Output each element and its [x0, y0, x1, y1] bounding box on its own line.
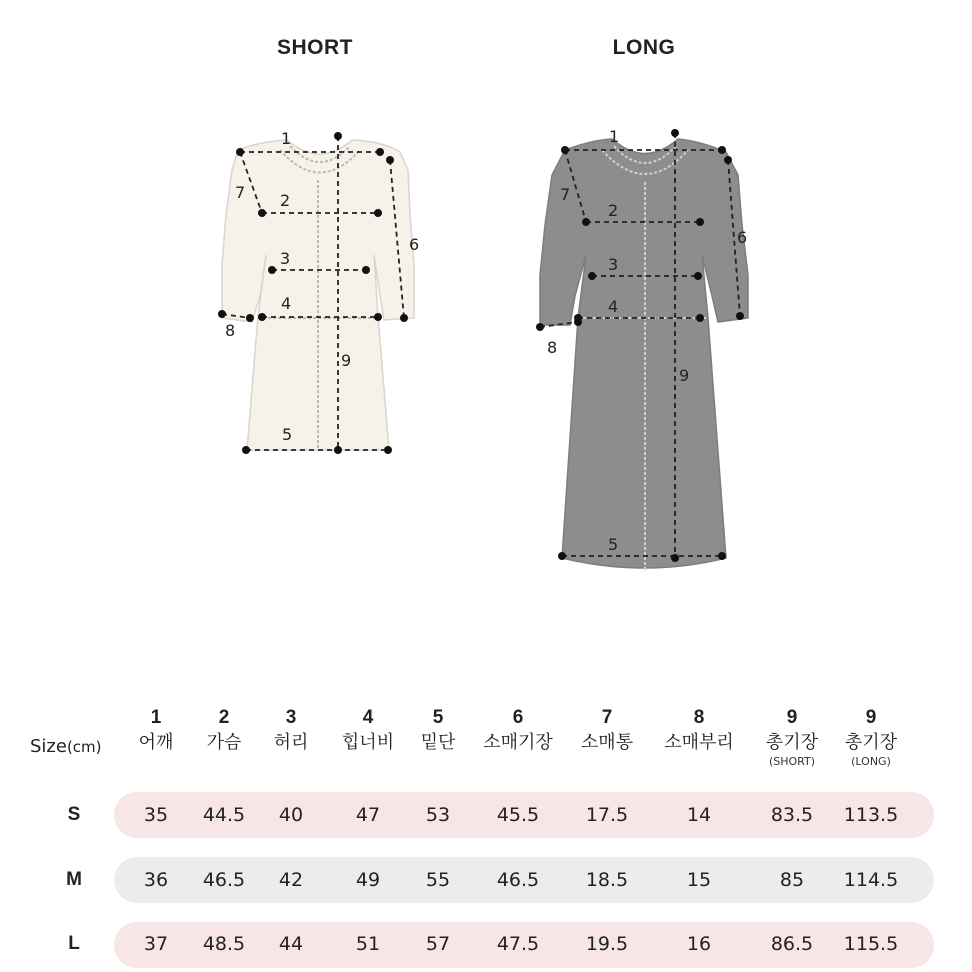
- column-header-7: [581, 706, 633, 756]
- table-cell: 36: [143, 869, 169, 891]
- size-header-label: [30, 736, 102, 757]
- short-label-7: 7: [235, 183, 246, 202]
- column-header-3: [274, 706, 309, 756]
- short-dress-illustration: [222, 140, 414, 450]
- table-cell: 44: [278, 933, 304, 955]
- column-name: 허리: [273, 732, 309, 753]
- long-label-2: 2: [608, 201, 619, 220]
- column-number: 5: [432, 707, 444, 728]
- long-dress-illustration: [540, 139, 748, 572]
- table-cell: 115.5: [843, 933, 899, 955]
- long-label-8: 8: [547, 338, 558, 357]
- table-cell: 55: [425, 869, 451, 891]
- table-cell: 19.5: [585, 933, 629, 955]
- table-cell: 14: [686, 804, 712, 826]
- column-number: 3: [285, 707, 297, 728]
- table-cell: 46.5: [202, 869, 246, 891]
- column-name: 어깨: [138, 732, 174, 753]
- table-cell: 51: [355, 933, 381, 955]
- column-header-9: [766, 706, 818, 768]
- column-subtitle: (SHORT): [768, 755, 816, 768]
- table-cell: 113.5: [843, 804, 899, 826]
- column-header-4: [342, 706, 394, 756]
- size-label-l: L: [68, 933, 80, 954]
- short-label-6: 6: [409, 235, 420, 254]
- table-cell: 57: [425, 933, 451, 955]
- column-name: 소매기장: [483, 732, 553, 753]
- table-cell: 83.5: [770, 804, 814, 826]
- table-cell: 46.5: [496, 869, 540, 891]
- long-title: LONG: [612, 36, 676, 59]
- column-header-10: [845, 706, 897, 768]
- long-label-7: 7: [560, 185, 571, 204]
- size-label-text: Size: [30, 736, 67, 757]
- column-name: 소매통: [580, 732, 634, 753]
- table-cell: 48.5: [202, 933, 246, 955]
- column-name: 소매부리: [664, 732, 734, 753]
- long-label-6: 6: [737, 228, 748, 247]
- column-name: 총기장: [844, 732, 898, 753]
- table-cell: 18.5: [585, 869, 629, 891]
- table-cell: 16: [686, 933, 712, 955]
- table-cell: 86.5: [770, 933, 814, 955]
- table-cell: 47: [355, 804, 381, 826]
- column-number: 4: [362, 707, 374, 728]
- long-label-1: 1: [609, 127, 620, 146]
- size-label-s: S: [67, 804, 81, 825]
- table-cell: 44.5: [202, 804, 246, 826]
- column-number: 1: [150, 707, 162, 728]
- long-label-4: 4: [608, 297, 619, 316]
- short-label-8: 8: [225, 321, 236, 340]
- table-cell: 37: [143, 933, 169, 955]
- table-cell: 40: [278, 804, 304, 826]
- long-label-9: 9: [679, 366, 690, 385]
- long-label-3: 3: [608, 255, 619, 274]
- column-name: 힙너비: [341, 732, 395, 753]
- column-name: 밑단: [420, 732, 456, 753]
- column-name: 총기장: [765, 732, 819, 753]
- size-label-m: M: [66, 869, 82, 890]
- short-label-9: 9: [341, 351, 352, 370]
- short-title: SHORT: [277, 36, 353, 59]
- column-header-8: [664, 706, 734, 756]
- table-cell: 47.5: [496, 933, 540, 955]
- short-label-2: 2: [280, 191, 291, 210]
- table-cell: 35: [143, 804, 169, 826]
- column-header-6: [483, 706, 553, 756]
- table-cell: 53: [425, 804, 451, 826]
- column-number: 2: [218, 707, 230, 728]
- short-label-3: 3: [280, 249, 291, 268]
- table-cell: 49: [355, 869, 381, 891]
- column-number: 6: [512, 707, 524, 728]
- column-header-1: [139, 706, 174, 756]
- column-number: 7: [601, 707, 613, 728]
- column-number: 9: [865, 707, 877, 728]
- table-cell: 15: [686, 869, 712, 891]
- short-label-4: 4: [281, 294, 292, 313]
- table-cell: 45.5: [496, 804, 540, 826]
- table-cell: 114.5: [843, 869, 899, 891]
- short-label-1: 1: [281, 129, 292, 148]
- table-cell: 17.5: [585, 804, 629, 826]
- table-cell: 42: [278, 869, 304, 891]
- column-header-5: [421, 706, 456, 756]
- short-label-5: 5: [282, 425, 293, 444]
- column-name: 가슴: [206, 732, 242, 753]
- column-number: 9: [786, 707, 798, 728]
- column-header-2: [207, 706, 242, 756]
- column-subtitle: (LONG): [851, 755, 891, 768]
- table-cell: 85: [779, 869, 805, 891]
- long-label-5: 5: [608, 535, 619, 554]
- column-number: 8: [693, 707, 705, 728]
- size-unit-text: (cm): [66, 738, 102, 756]
